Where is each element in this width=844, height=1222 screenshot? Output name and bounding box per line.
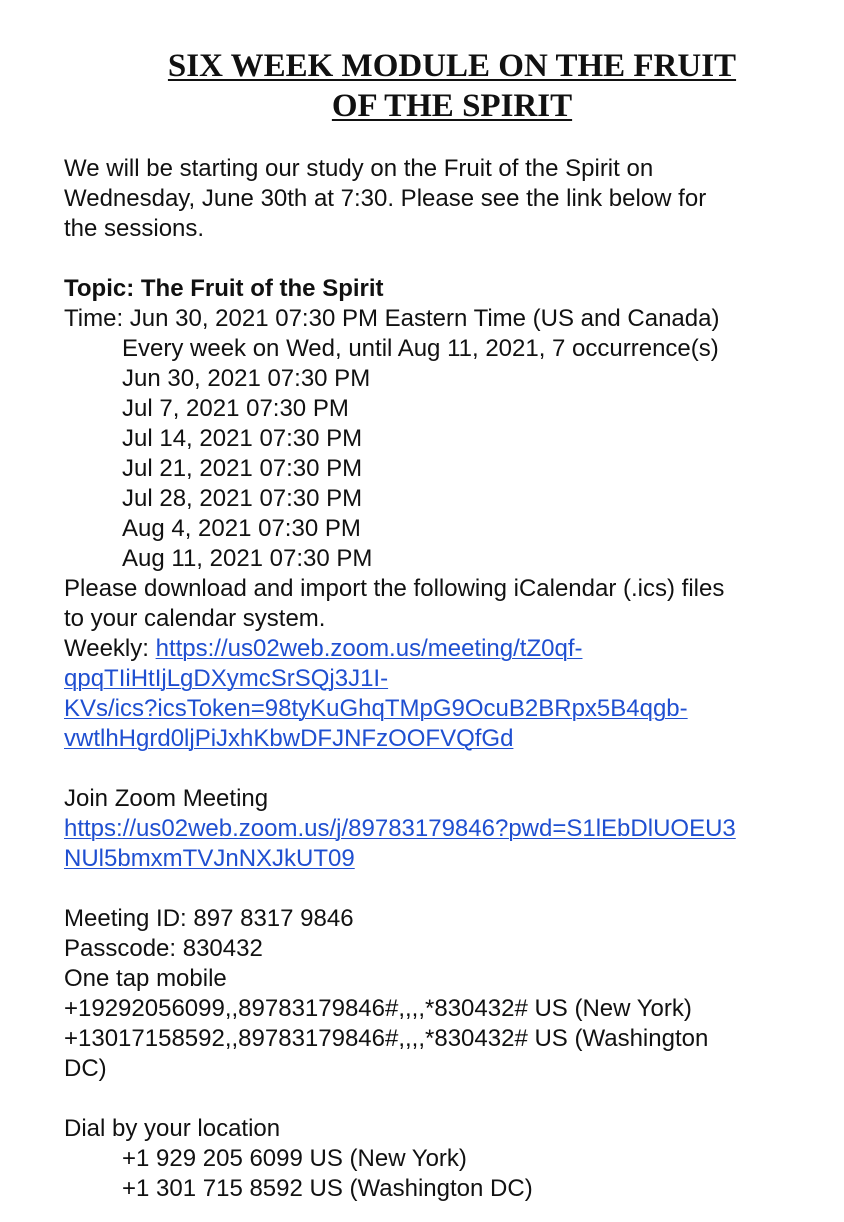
meeting-time: Time: Jun 30, 2021 07:30 PM Eastern Time (US and Canada): [64, 305, 720, 332]
join-link-row: [64, 814, 804, 844]
occurrence-item: Jul 28, 2021 07:30 PM: [122, 485, 363, 512]
page-title: [0, 46, 844, 126]
occurrence-item: Aug 4, 2021 07:30 PM: [122, 515, 361, 542]
weekly-label: Weekly:: [64, 635, 156, 662]
topic-heading: Topic: The Fruit of the Spirit: [64, 275, 384, 302]
spacer: [64, 874, 804, 904]
occurrence-item: Jul 14, 2021 07:30 PM: [122, 425, 363, 452]
weekly-ics-link[interactable]: KVs/ics?icsToken=98tyKuGhqTMpG9OcuB2BRpx5B4qgb-: [64, 695, 688, 722]
weekly-link-row: [64, 664, 804, 694]
title-line-1: SIX WEEK MODULE ON THE FRUIT: [167, 48, 737, 84]
one-tap-label: One tap mobile: [64, 965, 227, 992]
weekly-row: [64, 634, 804, 664]
weekly-ics-link[interactable]: https://us02web.zoom.us/meeting/tZ0qf-: [155, 635, 583, 662]
spacer: [64, 754, 804, 784]
spacer: [64, 1084, 804, 1114]
dial-number: +1 929 205 6099 US (New York): [122, 1145, 467, 1172]
occurrence-item: Aug 11, 2021 07:30 PM: [122, 545, 373, 572]
dial-number: +1 301 715 8592 US (Washington DC): [122, 1175, 533, 1202]
occurrence-item: Jul 21, 2021 07:30 PM: [122, 455, 363, 482]
occurrence-item: Jun 30, 2021 07:30 PM: [122, 365, 371, 392]
title-line-2: OF THE SPIRIT: [331, 88, 573, 124]
intro-line: We will be starting our study on the Fruit of the Spirit on: [64, 155, 654, 182]
document-body: [64, 154, 804, 1204]
one-tap-number: DC): [64, 1055, 107, 1082]
join-label: Join Zoom Meeting: [64, 785, 269, 812]
meeting-id: Meeting ID: 897 8317 9846: [64, 905, 354, 932]
passcode: Passcode: 830432: [64, 935, 263, 962]
join-meeting-link[interactable]: NUl5bmxmTVJnNXJkUT09: [64, 845, 355, 872]
recurrence-text: Every week on Wed, until Aug 11, 2021, 7 occurrence(s): [122, 335, 719, 362]
download-instructions: Please download and import the following iCalendar (.ics) files: [64, 575, 725, 602]
dial-label: Dial by your location: [64, 1115, 281, 1142]
weekly-ics-link[interactable]: qpqTIiHtIjLgDXymcSrSQj3J1I-: [64, 665, 389, 692]
download-instructions: to your calendar system.: [64, 605, 326, 632]
weekly-ics-link[interactable]: vwtlhHgrd0ljPiJxhKbwDFJNFzOOFVQfGd: [64, 725, 514, 752]
join-link-row: [64, 844, 804, 874]
one-tap-number: +19292056099,,89783179846#,,,,*830432# US (New York): [64, 995, 692, 1022]
one-tap-number: +13017158592,,89783179846#,,,,*830432# US (Washington: [64, 1025, 709, 1052]
intro-line: the sessions.: [64, 215, 205, 242]
weekly-link-row: [64, 694, 804, 724]
weekly-link-row: [64, 724, 804, 754]
spacer: [64, 244, 804, 274]
intro-line: Wednesday, June 30th at 7:30. Please see the link below for: [64, 185, 707, 212]
occurrence-item: Jul 7, 2021 07:30 PM: [122, 395, 349, 422]
join-meeting-link[interactable]: https://us02web.zoom.us/j/89783179846?pwd=S1lEbDlUOEU3: [64, 815, 736, 842]
